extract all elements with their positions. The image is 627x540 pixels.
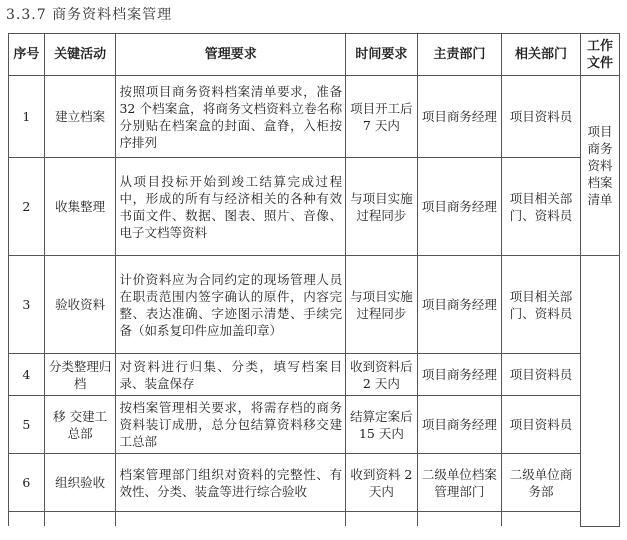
row-no: 1 [9,76,45,158]
row-related: 项目相关部门、资料员 [501,158,580,256]
cont-cell [44,512,116,527]
row-no: 5 [9,396,45,454]
row-no: 4 [9,354,45,396]
row-owner: 项目商务经理 [417,158,501,256]
header-no: 序号 [9,34,45,76]
row-activity: 建立档案 [44,76,116,158]
row-requirement: 按档案管理相关要求，将需存档的商务资料装订成册，总分包结算资料移交建工总部 [116,396,346,454]
row-time: 结算定案后15 天内 [346,396,418,454]
row-no: 6 [9,454,45,512]
header-related: 相关部门 [501,34,580,76]
row-activity: 组织验收 [44,454,116,512]
table-row-continued [9,512,620,527]
table-row [9,454,620,512]
header-activity: 关键活动 [44,34,116,76]
header-time: 时间要求 [346,34,418,76]
row-activity: 验收资料 [44,256,116,354]
row-time: 收到资料 2 天内 [346,454,418,512]
header-work-file: 工作文件 [580,34,619,76]
row-requirement: 对资料进行归集、分类，填写档案目录、装盒保存 [116,354,346,396]
row-no: 2 [9,158,45,256]
cont-cell [346,512,418,527]
table-row [9,256,620,354]
row-requirement: 按照项目商务资料档案清单要求，准备 32 个档案盒，将商务文档资料立卷名称分别贴在档案盒的封面、盒脊，入柜按序排列 [116,76,346,158]
row-requirement: 计价资料应为合同约定的现场管理人员在职责范围内签字确认的原件，内容完整、表达准确、字迹图示清楚、手续完备（如系复印件应加盖印章） [116,256,346,354]
row-time: 与项目实施过程同步 [346,158,418,256]
row-related: 项目相关部门、资料员 [501,256,580,354]
row-requirement: 从项目投标开始到竣工结算完成过程中，形成的所有与经济相关的各种有效书面文件、数据、图表、照片、音像、电子文档等资料 [116,158,346,256]
cont-cell [501,512,580,527]
row-no: 3 [9,256,45,354]
row-requirement: 档案管理部门组织对资料的完整性、有效性、分类、装盒等进行综合验收 [116,454,346,512]
work-file-cell: 项目商务资料档案清单 [580,76,619,256]
archive-management-table [8,33,620,527]
row-time: 项目开工后 7 天内 [346,76,418,158]
row-owner: 项目商务经理 [417,76,501,158]
row-owner: 项目商务经理 [417,256,501,354]
table-row [9,354,620,396]
cont-cell [417,512,501,527]
table-row [9,158,620,256]
row-time: 收到资料后 2 天内 [346,354,418,396]
cont-cell [9,512,45,527]
header-owner: 主责部门 [417,34,501,76]
row-related: 二级单位商务部 [501,454,580,512]
row-owner: 二级单位档案管理部门 [417,454,501,512]
row-related: 项目资料员 [501,396,580,454]
table-row [9,76,620,158]
header-requirement: 管理要求 [116,34,346,76]
row-owner: 项目商务经理 [417,396,501,454]
header-row [9,34,620,76]
work-file-empty-cell [580,256,619,527]
row-related: 项目资料员 [501,354,580,396]
row-activity: 移 交建工总部 [44,396,116,454]
row-owner: 项目商务经理 [417,354,501,396]
section-title: 3.3.7 商务资料档案管理 [6,7,173,23]
row-time: 与项目实施过程同步 [346,256,418,354]
table-row [9,396,620,454]
row-activity: 收集整理 [44,158,116,256]
row-related: 项目资料员 [501,76,580,158]
row-activity: 分类整理归档 [44,354,116,396]
cont-cell [116,512,346,527]
